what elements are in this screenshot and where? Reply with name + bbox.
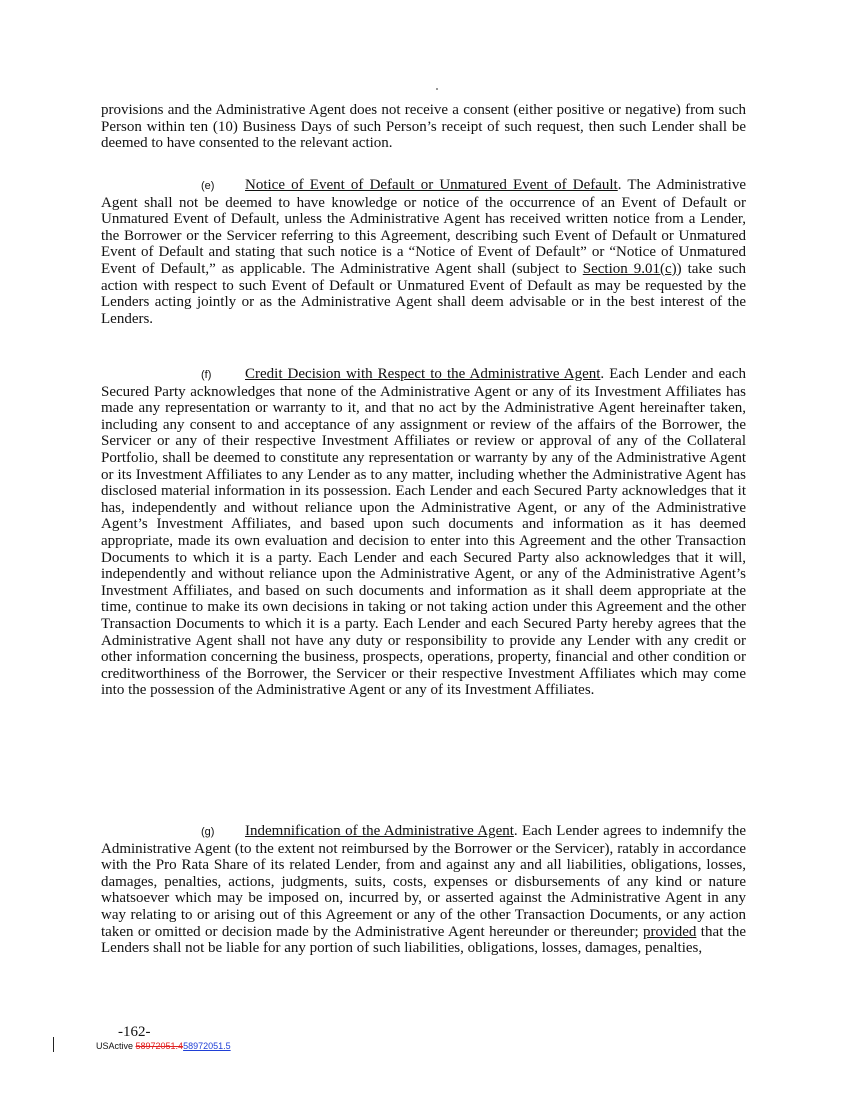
- scan-dot: [436, 88, 438, 90]
- section-g-heading: Indemnification of the Administrative Agent: [245, 823, 514, 839]
- document-id: [96, 1041, 231, 1051]
- inserted-doc-id: 58972051.5: [183, 1041, 231, 1051]
- provided-term: provided: [643, 923, 697, 940]
- section-g-text-2: that the Lenders shall not be liable for any portion of such liabilities, obligations, losses, damages, penalties,: [101, 923, 746, 957]
- section-e-heading: Notice of Event of Default or Unmatured Event of Default: [245, 177, 618, 193]
- section-f-text: . Each Lender and each Secured Party acknowledges that none of the Administrative Agent or any of its Investment Affiliates has made any representation or warranty to it, and that no act by the Administrative Agent hereinafter taken, including any consent to and acceptance of any assignment or review of the affairs of the Borrower, the Servicer or any of their respective Investment Affiliates or review or approval of any of the Collateral Portfolio, shall be deemed to constitute any representation or warranty by any of the Administrative Agent or its Investment Affiliates to any Lender as to any matter, including whether the Administrative Agent has disclosed material information in its possession. Each Lender and each Secured Party acknowledges that it has, independently and without reliance upon the Administrative Agent, or any of the Administrative Agent’s Investment Affiliates, and based upon such documents and information as it has deemed appropriate, made its own evaluation and decision to enter into this Agreement and the other Transaction Documents to which it is a party. Each Lender and each Secured Party also acknowledges that it will, independently and without reliance upon the Administrative Agent, or any of the Administrative Agent’s Investment Affiliates, and based on such documents and information as it shall deem appropriate at the time, continue to make its own decisions in taking or not taking action under this Agreement and the other Transaction Documents to which it is a party. Each Lender and each Secured Party hereby agrees that the Administrative Agent shall not have any duty or responsibility to provide any Lender with any credit or other information concerning the business, prospects, operations, property, financial and other condition or creditworthiness of the Borrower, the Servicer or their respective Investment Affiliates which may come into the possession of the Administrative Agent or any of its Investment Affiliates.: [101, 366, 746, 699]
- section-e-label: (e): [201, 180, 215, 192]
- doc-prefix: USActive: [96, 1041, 136, 1051]
- section-e-text-1: . The Administrative Agent shall not be deemed to have knowledge or notice of the occurrence of an Event of Default or Unmatured Event of Default, unless the Administrative Agent has received written notice from a Lender, the Borrower or the Servicer referring to this Agreement, describing such Event of Default or Unmatured Event of Default and stating that such notice is a “Notice of Event of Default” or “Notice of Unmatured Event of Default,” as applicable. The Administrative Agent shall (subject to: [101, 177, 746, 277]
- section-f-heading: Credit Decision with Respect to the Administrative Agent: [245, 366, 601, 382]
- section-e-text-2: ) take such action with respect to such Event of Default or Unmatured Event of Default as may be requested by the Lenders acting jointly or as the Administrative Agent shall deem advisable or in the best interest of the Lenders.: [101, 260, 747, 327]
- section-f-label: (f): [201, 369, 212, 381]
- section-e-paragraph: [101, 177, 746, 327]
- change-bar: [53, 1037, 54, 1052]
- continuation-paragraph: provisions and the Administrative Agent does not receive a consent (either positive or negative) from such Person within ten (10) Business Days of such Person’s receipt of such request, then such Lender shall be deemed to have consented to the relevant action.: [101, 102, 746, 152]
- section-f-paragraph: [101, 366, 746, 699]
- section-g-paragraph: [101, 823, 746, 957]
- section-g-text-1: . Each Lender agrees to indemnify the Administrative Agent (to the extent not reimbursed by the Borrower or the Servicer), ratably in accordance with the Pro Rata Share of its related Lender, from and against any and all liabilities, obligations, losses, damages, penalties, actions, judgments, suits, costs, expenses or disbursements of any kind or nature whatsoever which may be imposed on, incurred by, or asserted against the Administrative Agent in any way relating to or arising out of this Agreement or any of the other Transaction Documents, or any action taken or omitted or decision made by the Administrative Agent hereunder or thereunder;: [101, 823, 747, 940]
- page-number: -162-: [118, 1024, 151, 1040]
- section-ref-link[interactable]: Section 9.01(c): [582, 260, 677, 277]
- section-g-label: (g): [201, 826, 215, 838]
- deleted-doc-id: 58972051.4: [135, 1041, 184, 1051]
